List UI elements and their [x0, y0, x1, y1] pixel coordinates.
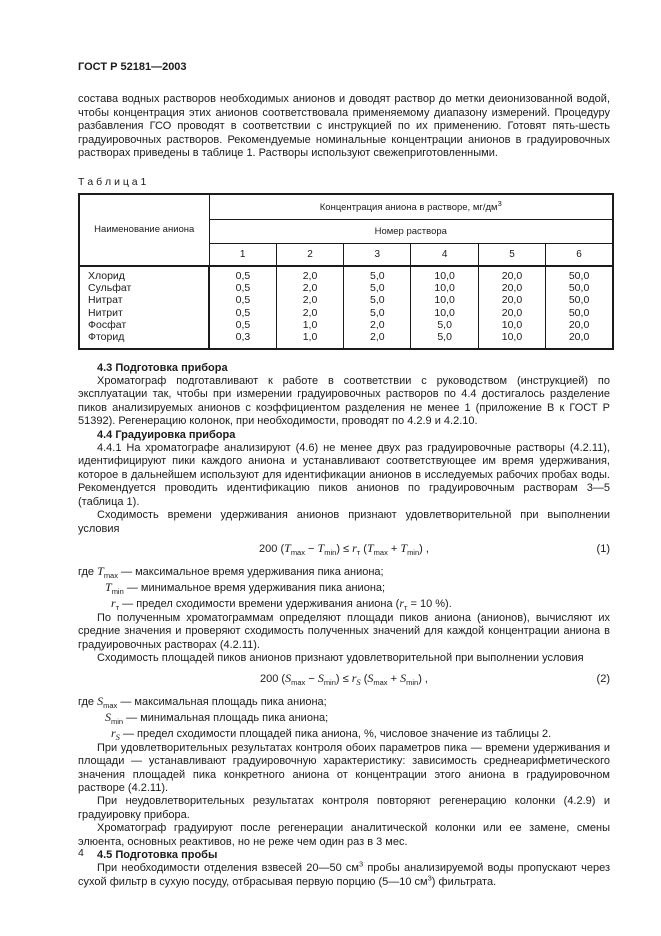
- retention-time-condition-paragraph: Сходимость времени удерживания анионов признают удовлетворительной при выполнении условия: [78, 509, 610, 535]
- recalibration-paragraph: Хроматограф градуируют после регенерации аналитической колонки или ее замене, смены элюента, основных реактивов, но не реже чем один раз в 3 мес.: [78, 822, 610, 848]
- legend-tmin: $T_{min}$ — минимальное время удерживания пика аниона;: [105, 580, 386, 597]
- concentration-value-cell: 0,5: [209, 282, 276, 294]
- solution-number-cell: 2: [276, 244, 343, 266]
- column-header-concentration: Концентрация аниона в растворе, $мг/дм^3$: [209, 194, 613, 220]
- concentration-value-cell: 20,0: [478, 282, 545, 294]
- concentration-value-cell: 2,0: [344, 319, 411, 331]
- concentration-value-cell: 5,0: [344, 266, 411, 282]
- table-row: [79, 319, 613, 331]
- concentration-value-cell: 0,5: [209, 266, 276, 282]
- section-4-5-paragraph: При необходимости отделения взвесей 20—50 $см^3$ пробы анализируемой воды пропускают через сухой фильтр в сухую посуду, отбрасывая первую порцию (5—10 $см^3$) фильтрата.: [78, 859, 611, 888]
- solution-number-cell: 3: [344, 244, 411, 266]
- concentration-value-cell: 5,0: [411, 331, 478, 348]
- section-4-3-paragraph: Хроматограф подготавливают к работе в соответствии с руководством (инструкцией) по эксплуатации так, чтобы при измерении градуировочных растворов по 4.4 достигалось разделение пиков анализируемых анионов с коэффициентом разделения не менее 1 (приложение В к ГОСТ Р 51392). Регенерацию колонок, при необходимости, проводят по 4.2.9 и 4.2.10.: [78, 375, 610, 428]
- concentration-value-cell: 5,0: [344, 282, 411, 294]
- concentration-value-cell: 1,0: [276, 331, 343, 348]
- section-4-4-heading: 4.4 Градуировка прибора: [97, 428, 236, 441]
- formula-1-number: (1): [596, 542, 610, 555]
- concentration-value-cell: 10,0: [478, 331, 545, 348]
- table-row: [79, 294, 613, 306]
- concentration-value-cell: 20,0: [546, 319, 613, 331]
- concentration-value-cell: 2,0: [276, 266, 343, 282]
- legend-smin: $S_{min}$ — минимальная площадь пика аниона;: [105, 709, 329, 727]
- concentration-value-cell: 20,0: [478, 266, 545, 282]
- column-header-solution-number: Номер раствора: [209, 220, 613, 244]
- page-content: [78, 61, 610, 889]
- concentration-value-cell: 5,0: [411, 319, 478, 331]
- section-4-5-heading: 4.5 Подготовка пробы: [97, 849, 218, 862]
- concentration-value-cell: 1,0: [276, 319, 343, 331]
- concentration-value-cell: 10,0: [411, 282, 478, 294]
- chromatogram-areas-paragraph: По полученным хроматограммам определяют площади пиков аниона (анионов), вычисляют их средние значения и проверяют сходимость полученных значений для каждой концентрации аниона в градуировочных растворах (4.2.11).: [78, 612, 610, 651]
- intro-paragraph: состава водных растворов необходимых анионов и доводят раствор до метки деионизованной водой, чтобы концентрация этих анионов соответствовала применяемому диапазону измерений. Процедуру разбавления ГСО проводят в соответствии с инструкцией по их применению. Готовят пять-шесть градуировочных растворов. Рекомендуемые номинальные концентрации анионов в градуировочных растворах приведены в таблице 1. Растворы используют свежеприготовленными.: [78, 93, 610, 160]
- table-1-header: [79, 194, 613, 266]
- legend-rt: $r_т$ — предел сходимости времени удерживания аниона ($r_т = 10$ %).: [111, 596, 452, 613]
- concentration-value-cell: 2,0: [276, 307, 343, 319]
- concentration-value-cell: 5,0: [344, 294, 411, 306]
- formula-2: [78, 672, 610, 686]
- document-number: ГОСТ Р 52181—2003: [78, 61, 187, 73]
- concentration-value-cell: 10,0: [411, 266, 478, 282]
- concentration-value-cell: 0,5: [209, 294, 276, 306]
- column-header-anion-name: Наименование аниона: [79, 194, 209, 266]
- table-row: [79, 307, 613, 319]
- solution-number-cell: 6: [546, 244, 613, 266]
- anion-name-cell: Фосфат: [79, 319, 209, 331]
- table-1: [78, 193, 614, 350]
- formula-1-expression: 200 $(T_{max} - T_{min}) \le r_т$ $(T_{max} + T_{min})$ ,: [259, 540, 429, 558]
- peak-area-condition-paragraph: Сходимость площадей пиков анионов признают удовлетворительной при выполнении условия: [97, 652, 584, 665]
- concentration-value-cell: 20,0: [546, 331, 613, 348]
- solution-number-cell: 4: [411, 244, 478, 266]
- formula-1: [78, 542, 610, 556]
- formula-2-expression: 200 $(S_{max} - S_{min}) \le r_S$ $(S_{max} + S_{min})$ ,: [260, 670, 428, 687]
- anion-name-cell: Сульфат: [79, 282, 209, 294]
- formula-2-number: (2): [596, 672, 610, 685]
- concentration-value-cell: 0,5: [209, 319, 276, 331]
- anion-name-cell: Фторид: [79, 331, 209, 348]
- table-row: [79, 282, 613, 294]
- formula-1-legend: [78, 564, 610, 612]
- table-1-body: [79, 266, 613, 349]
- concentration-value-cell: 0,5: [209, 307, 276, 319]
- legend-smax: где $S_{max}$ — максимальная площадь пика аниона;: [78, 694, 327, 711]
- concentration-value-cell: 50,0: [546, 294, 613, 306]
- table-row: [79, 331, 613, 348]
- table-row: [79, 266, 613, 282]
- legend-tmax: где $T_{max}$ — максимальное время удерживания пика аниона;: [78, 564, 384, 581]
- concentration-value-cell: 20,0: [478, 294, 545, 306]
- concentration-value-cell: 50,0: [546, 282, 613, 294]
- unsatisfactory-results-paragraph: При неудовлетворительных результатах контроля повторяют регенерацию колонки (4.2.9) и градуировку прибора.: [78, 795, 610, 821]
- section-4-3-heading: 4.3 Подготовка прибора: [97, 361, 228, 374]
- legend-rs: $r_S$ — предел сходимости площадей пика аниона, %, числовое значение из таблицы 2.: [111, 725, 552, 743]
- concentration-value-cell: 2,0: [344, 331, 411, 348]
- concentration-value-cell: 10,0: [411, 294, 478, 306]
- solution-number-cell: 1: [209, 244, 276, 266]
- anion-name-cell: Нитрит: [79, 307, 209, 319]
- concentration-value-cell: 5,0: [344, 307, 411, 319]
- concentration-value-cell: 50,0: [546, 266, 613, 282]
- page-number: 4: [78, 847, 84, 859]
- concentration-value-cell: 10,0: [411, 307, 478, 319]
- concentration-value-cell: 2,0: [276, 294, 343, 306]
- table-caption: Т а б л и ц а 1: [78, 176, 147, 189]
- concentration-value-cell: 0,3: [209, 331, 276, 348]
- anion-name-cell: Нитрат: [79, 294, 209, 306]
- concentration-value-cell: 20,0: [478, 307, 545, 319]
- concentration-value-cell: 10,0: [478, 319, 545, 331]
- concentration-value-cell: 50,0: [546, 307, 613, 319]
- section-4-4-1-paragraph: 4.4.1 На хроматографе анализируют (4.6) не менее двух раз градуировочные растворы (4.2.11), идентифицируют пики каждого аниона и устанавливают соответствующее им время удерживания, которое в дальнейшем используют для идентификации анионов в исследуемых рабочих пробах воды. Рекомендуется проводить идентификацию пиков анионов по градуировочным растворам 3—5 (таблица 1).: [78, 442, 610, 508]
- satisfactory-results-paragraph: При удовлетворительных результатах контроля обоих параметров пика — времени удерживания и площади — устанавливают градуировочную характеристику: зависимость среднеарифметического значения площадей пика конкретного аниона от концентрации этого аниона в градуировочном растворе (4.2.11).: [78, 741, 610, 794]
- concentration-value-cell: 2,0: [276, 282, 343, 294]
- formula-2-legend: [78, 694, 610, 742]
- anion-name-cell: Хлорид: [79, 266, 209, 282]
- solution-number-cell: 5: [478, 244, 545, 266]
